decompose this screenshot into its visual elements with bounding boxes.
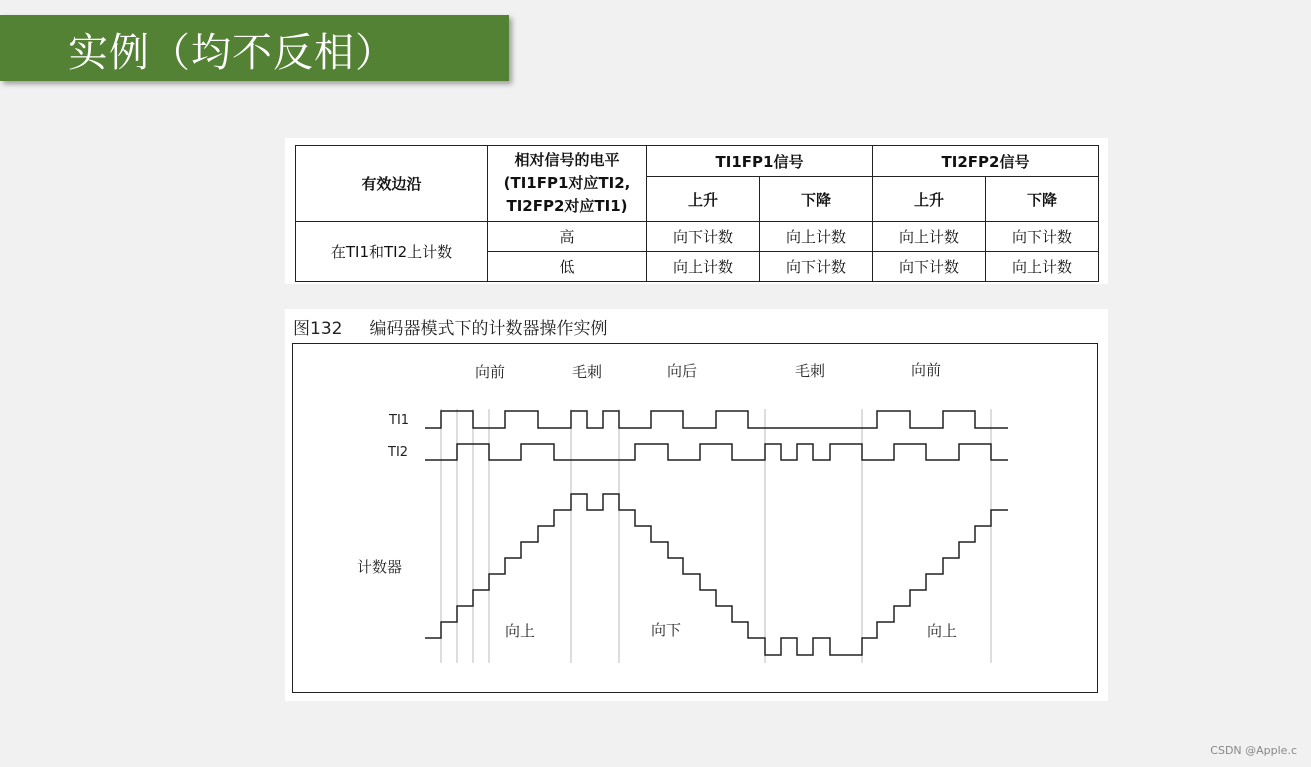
row-label-count-ti1-ti2: 在TI1和TI2上计数 xyxy=(296,222,488,282)
cell-high-ti2fp2-rise: 向上计数 xyxy=(873,222,986,252)
level-low: 低 xyxy=(488,252,647,282)
cell-high-ti1fp1-fall: 向上计数 xyxy=(760,222,873,252)
cell-low-ti2fp2-fall: 向上计数 xyxy=(986,252,1099,282)
encoder-mode-table xyxy=(295,145,1099,282)
header-effective-edge: 有效边沿 xyxy=(296,146,488,222)
watermark: CSDN @Apple.c xyxy=(1210,744,1297,757)
cell-low-ti1fp1-fall: 向下计数 xyxy=(760,252,873,282)
direction-label-up-2: 向上 xyxy=(926,622,958,640)
direction-label-down: 向下 xyxy=(650,621,682,639)
header-ti2fp2-rise: 上升 xyxy=(873,177,986,222)
header-ti1fp1-fall: 下降 xyxy=(760,177,873,222)
encoder-timing-diagram xyxy=(285,309,1108,701)
header-ti1fp1: TI1FP1信号 xyxy=(647,146,873,177)
phase-label-backward: 向后 xyxy=(666,362,698,380)
level-high: 高 xyxy=(488,222,647,252)
header-relative-level-line1: 相对信号的电平 xyxy=(514,151,620,169)
phase-label-glitch-1: 毛刺 xyxy=(571,363,603,381)
ti1-waveform xyxy=(425,411,1008,428)
cell-high-ti1fp1-rise: 向下计数 xyxy=(647,222,760,252)
header-ti1fp1-rise: 上升 xyxy=(647,177,760,222)
header-ti2fp2: TI2FP2信号 xyxy=(873,146,1099,177)
phase-label-glitch-2: 毛刺 xyxy=(794,362,826,380)
header-relative-level-line3: TI2FP2对应TI1) xyxy=(506,197,628,215)
cell-high-ti2fp2-fall: 向下计数 xyxy=(986,222,1099,252)
header-relative-level xyxy=(488,146,647,222)
header-relative-level-line2: (TI1FP1对应TI2, xyxy=(503,174,631,192)
signal-label-ti2: TI2 xyxy=(388,445,409,460)
slide-title: 实例（均不反相） xyxy=(68,30,396,76)
cell-low-ti1fp1-rise: 向上计数 xyxy=(647,252,760,282)
ti2-waveform xyxy=(425,444,1008,460)
counter-label: 计数器 xyxy=(357,558,403,576)
header-ti2fp2-fall: 下降 xyxy=(986,177,1099,222)
phase-label-forward-2: 向前 xyxy=(910,361,942,379)
title-banner xyxy=(0,15,509,81)
phase-label-forward-1: 向前 xyxy=(474,363,506,381)
cell-low-ti2fp2-rise: 向下计数 xyxy=(873,252,986,282)
encoder-table-panel xyxy=(285,138,1108,284)
figure-caption: 图132 编码器模式下的计数器操作实例 xyxy=(293,319,608,339)
direction-label-up-1: 向上 xyxy=(504,622,536,640)
signal-label-ti1: TI1 xyxy=(389,413,410,428)
